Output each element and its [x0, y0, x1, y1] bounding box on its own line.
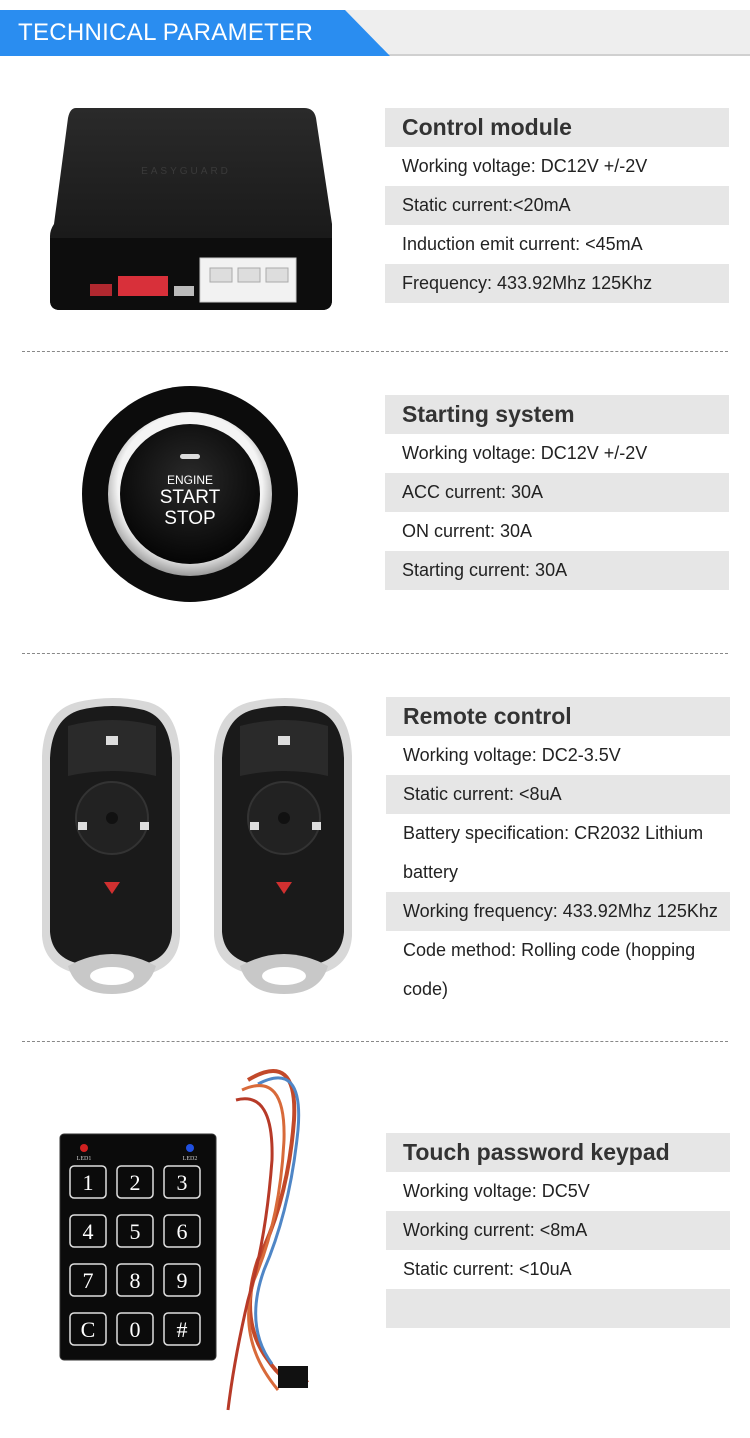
start-stop-button-image [80, 384, 300, 604]
header-title: TECHNICAL PARAMETER [18, 19, 314, 46]
spec-table-remote-control [386, 697, 730, 1009]
section-divider [22, 653, 728, 654]
keypad-led2-label: LED2 [182, 1156, 198, 1162]
control-module-image [46, 104, 338, 318]
spec-row: Code method: Rolling code (hopping [403, 940, 696, 960]
spec-row: Induction emit current: <45mA [402, 234, 643, 254]
keypad-key-label: C [80, 1317, 96, 1342]
spec-title: Control module [385, 108, 729, 147]
spec-title: Touch password keypad [386, 1133, 730, 1172]
spec-row: Working current: <8mA [386, 1211, 730, 1250]
keypad-key-label: 5 [129, 1219, 141, 1244]
keypad-key-label: 0 [129, 1317, 141, 1342]
spec-row: Starting current: 30A [385, 551, 729, 590]
spec-row: Static current: <8uA [386, 775, 730, 814]
spec-table-starting-system [385, 395, 729, 590]
keypad-key-label: 6 [176, 1219, 188, 1244]
keypad-key-label: 8 [129, 1268, 141, 1293]
spec-title: Starting system [385, 395, 729, 434]
spec-row: Frequency: 433.92Mhz 125Khz [385, 264, 729, 303]
keypad-key-label: # [176, 1317, 188, 1342]
keypad-led1-label: LED1 [76, 1156, 92, 1162]
spec-row: Static current: <10uA [403, 1259, 572, 1279]
module-brand-text: EASYGUARD [141, 166, 231, 177]
spec-table-touch-keypad [386, 1133, 730, 1328]
spec-row: battery [403, 862, 459, 882]
keypad-key-label: 3 [176, 1170, 188, 1195]
button-text-stop: STOP [164, 508, 216, 529]
keypad-key-label: 2 [129, 1170, 141, 1195]
keypad-key-label: 4 [82, 1219, 94, 1244]
keypad-key-label: 7 [82, 1268, 94, 1293]
spec-row-empty [386, 1289, 730, 1328]
spec-row: Working voltage: DC12V +/-2V [402, 156, 648, 176]
section-header [0, 10, 750, 58]
touch-keypad-image [58, 1060, 328, 1416]
spec-row: ACC current: 30A [385, 473, 729, 512]
spec-row: Working voltage: DC12V +/-2V [402, 443, 648, 463]
spec-row: Working voltage: DC2-3.5V [403, 745, 621, 765]
spec-row: Battery specification: CR2032 Lithium [403, 823, 704, 843]
spec-title: Remote control [386, 697, 730, 736]
keypad-key-label: 9 [176, 1268, 188, 1293]
button-text-start: START [159, 487, 221, 508]
spec-row: Static current:<20mA [385, 186, 729, 225]
spec-row: code) [403, 979, 449, 999]
button-text-engine: ENGINE [166, 473, 214, 487]
spec-row: Working frequency: 433.92Mhz 125Khz [386, 892, 730, 931]
section-divider [22, 1041, 728, 1042]
spec-row: ON current: 30A [402, 521, 533, 541]
spec-row: Working voltage: DC5V [403, 1181, 590, 1201]
keypad-key-label: 1 [82, 1170, 94, 1195]
spec-table-control-module [385, 108, 729, 303]
section-divider [22, 351, 728, 352]
remote-key-fob-image [38, 696, 358, 996]
